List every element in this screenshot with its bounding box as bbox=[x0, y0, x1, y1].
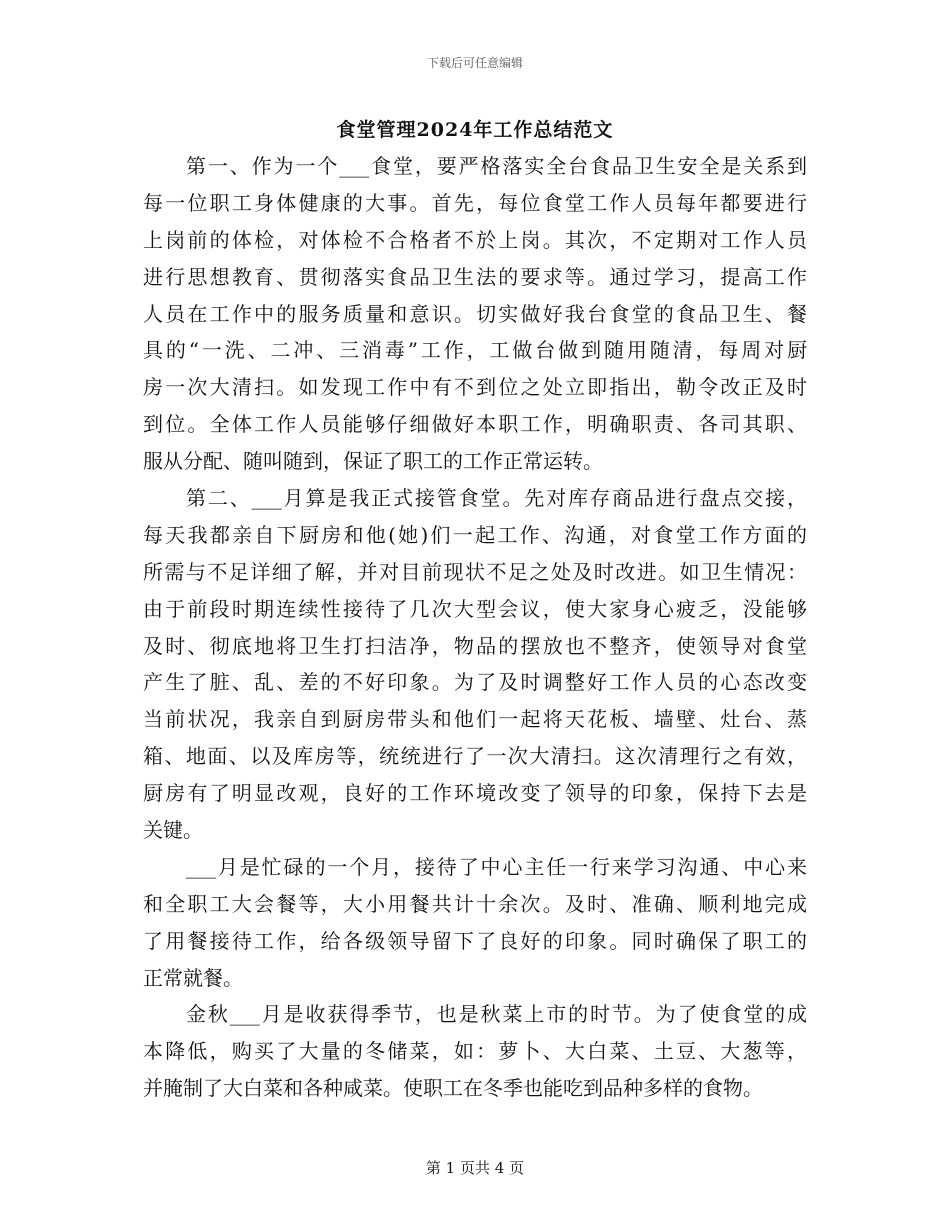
text-line: 服从分配、随叫随到，保证了职工的工作正常运转。 bbox=[143, 449, 603, 474]
paragraph bbox=[143, 996, 807, 1107]
text-line: 进行思想教育、贯彻落实食品卫生法的要求等。通过学习，提高工作 bbox=[143, 264, 807, 289]
text-line: 金秋___月是收获得季节，也是秋菜上市的时节。为了使食堂的成 bbox=[186, 1002, 807, 1027]
text-line: 当前状况，我亲自到厨房带头和他们一起将天花板、墙壁、灶台、蒸 bbox=[143, 707, 807, 732]
text-line: 人员在工作中的服务质量和意识。切实做好我台食堂的食品卫生、餐 bbox=[143, 301, 807, 326]
text-line: 第一、作为一个___食堂，要严格落实全台食品卫生安全是关系到 bbox=[186, 154, 807, 178]
text-line: 所需与不足详细了解，并对目前现状不足之处及时改进。如卫生情况： bbox=[143, 559, 807, 584]
text-line: 箱、地面、以及库房等，统统进行了一次大清扫。这次清理行之有效， bbox=[143, 744, 807, 769]
text-line: 及时、彻底地将卫生打扫洁净，物品的摆放也不整齐，使领导对食堂 bbox=[143, 633, 807, 658]
text-line: 关键。 bbox=[143, 818, 203, 843]
text-line: 房一次大清扫。如发现工作中有不到位之处立即指出，勒令改正及时 bbox=[143, 375, 807, 400]
text-line: 了用餐接待工作，给各级领导留下了良好的印象。同时确保了职工的 bbox=[143, 928, 807, 953]
text-line: 产生了脏、乱、差的不好印象。为了及时调整好工作人员的心态改变 bbox=[143, 670, 807, 695]
paragraph bbox=[143, 849, 807, 997]
text-line: 厨房有了明显改观，良好的工作环境改变了领导的印象，保持下去是 bbox=[143, 781, 807, 806]
page-footer: 第 1 页共 4 页 bbox=[425, 1159, 525, 1177]
text-line: 由于前段时期连续性接待了几次大型会议，使大家身心疲乏，没能够 bbox=[143, 596, 807, 621]
text-line: ___月是忙碌的一个月，接待了中心主任一行来学习沟通、中心来 bbox=[186, 854, 807, 879]
text-line: 和全职工大会餐等，大小用餐共计十余次。及时、准确、顺利地完成 bbox=[143, 891, 807, 916]
paragraph bbox=[143, 148, 807, 480]
text-line: 到位。全体工作人员能够仔细做好本职工作，明确职责、各司其职、 bbox=[143, 412, 807, 437]
text-line: 并腌制了大白菜和各种咸菜。使职工在冬季也能吃到品种多样的食物。 bbox=[143, 1076, 763, 1101]
text-line: 每一位职工身体健康的大事。首先，每位食堂工作人员每年都要进行 bbox=[143, 190, 807, 215]
header-note: 下载后可任意编辑 bbox=[426, 56, 523, 70]
document-body bbox=[143, 148, 807, 1107]
text-line: 具的“一洗、二冲、三消毒”工作，工做台做到随用随清，每周对厨 bbox=[143, 338, 807, 363]
text-line: 正常就餐。 bbox=[143, 965, 243, 990]
paragraph bbox=[143, 480, 807, 849]
text-line: 每天我都亲自下厨房和他(她)们一起工作、沟通，对食堂工作方面的 bbox=[143, 522, 807, 547]
text-line: 第二、___月算是我正式接管食堂。先对库存商品进行盘点交接， bbox=[186, 486, 807, 511]
document-title: 食堂管理2024年工作总结范文 bbox=[336, 119, 614, 141]
text-line: 上岗前的体检，对体检不合格者不於上岗。其次，不定期对工作人员 bbox=[143, 227, 807, 252]
text-line: 本降低，购买了大量的冬储菜，如：萝卜、大白菜、土豆、大葱等， bbox=[143, 1039, 807, 1064]
